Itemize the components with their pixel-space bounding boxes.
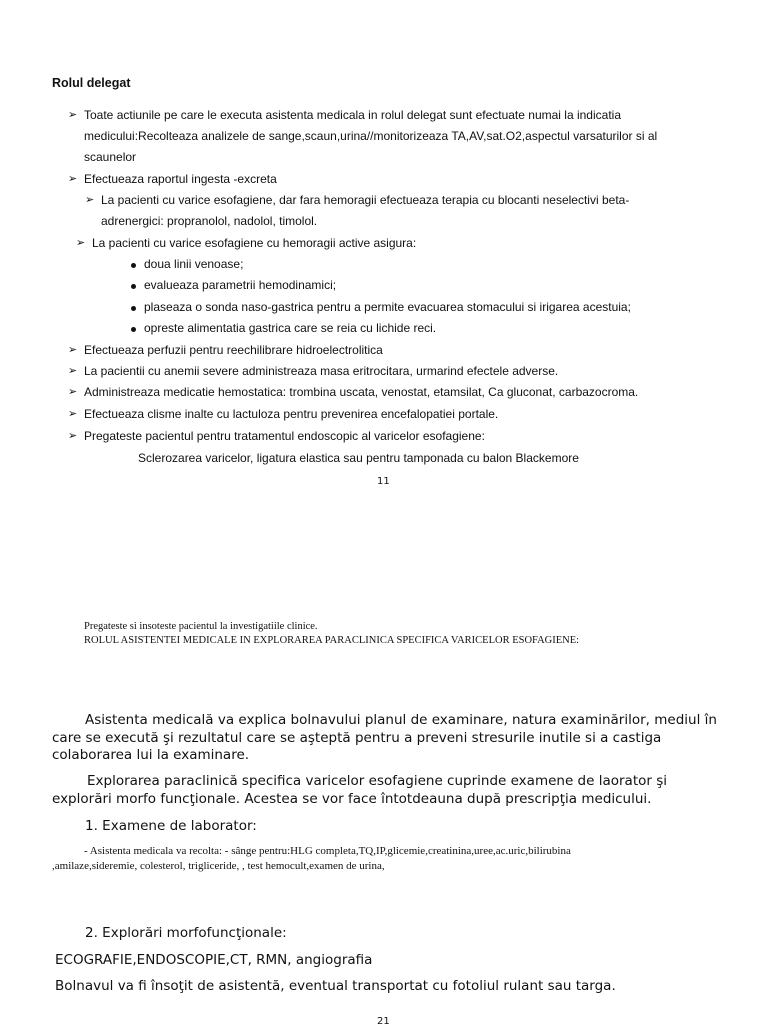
list-item-line: scaunelor — [84, 150, 137, 164]
arrow-bullet-icon: ➢ — [68, 408, 78, 420]
arrow-bullet-icon: ➢ — [68, 173, 78, 185]
list-item-line: adrenergici: propranolol, nadolol, timolol. — [101, 214, 318, 228]
paragraph: Asistenta medicală va explica bolnavului planul de examinare, natura examinărilor, mediul în care se execută şi rezultatul care se aşteptă pentru a preveni stresurile inutile si a castiga colaborarea lui la examinare. — [52, 712, 717, 763]
intro-line: Pregateste si insoteste pacientul la investigatiile clinice. — [84, 621, 318, 632]
round-bullet-icon — [131, 306, 136, 311]
round-bullet-icon — [131, 327, 136, 332]
morpho-heading: 2. Explorări morfofuncţionale: — [85, 925, 287, 941]
list-item-line: Administreaza medicatie hemostatica: trombina uscata, venostat, etamsilat, Ca gluconat, carbazocroma. — [84, 385, 639, 399]
section-title: ROLUL ASISTENTEI MEDICALE IN EXPLORAREA PARACLINICA SPECIFICA VARICELOR ESOFAGIENE: — [84, 635, 580, 646]
morpho-list: ECOGRAFIE,ENDOSCOPIE,CT, RMN, angiografia — [55, 952, 373, 968]
list-item-line: Efectueaza raportul ingesta -excreta — [84, 172, 277, 186]
bullet-item: evalueaza parametrii hemodinamici; — [144, 278, 337, 292]
list-item-line: medicului:Recolteaza analizele de sange,scaun,urina//monitorizeaza TA,AV,sat.O2,aspectul varsaturilor si al — [84, 129, 658, 143]
round-bullet-icon — [131, 263, 136, 268]
lab-line: - Asistenta medicala va recolta: - sânge pentru:HLG completa,TQ,IP,glicemie,creatinina,uree,ac.uric,bilirubina — [84, 845, 571, 857]
arrow-bullet-icon: ➢ — [85, 194, 95, 206]
list-item-line: La pacientii cu anemii severe administreaza masa eritrocitara, urmarind efectele adverse. — [84, 364, 559, 378]
section-heading: Rolul delegat — [52, 76, 131, 90]
arrow-bullet-icon: ➢ — [68, 386, 78, 398]
list-item-line: La pacienti cu varice esofagiene cu hemoragii active asigura: — [92, 236, 417, 250]
list-item-line: Efectueaza clisme inalte cu lactuloza pentru prevenirea encefalopatiei portale. — [84, 407, 499, 421]
arrow-bullet-icon: ➢ — [68, 109, 78, 121]
transport-line: Bolnavul va fi însoţit de asistentă, eventual transportat cu fotoliul rulant sau targa. — [55, 978, 616, 994]
round-bullet-icon — [131, 284, 136, 289]
list-item-line: Pregateste pacientul pentru tratamentul endoscopic al varicelor esofagiene: — [84, 429, 485, 443]
page-number: 21 — [377, 1016, 390, 1027]
list-item-line: Efectueaza perfuzii pentru reechilibrare hidroelectrolitica — [84, 343, 383, 357]
lab-heading: 1. Examene de laborator: — [85, 818, 257, 834]
bullet-item: opreste alimentatia gastrica care se reia cu lichide reci. — [144, 321, 437, 335]
paragraph: Explorarea paraclinică specifica varicelor esofagiene cuprinde examene de laorator şi explorări morfo funcţionale. Acestea se vor face întotdeauna după prescripţia medicului. — [52, 773, 668, 807]
closing-line: Sclerozarea varicelor, ligatura elastica sau pentru tamponada cu balon Blackemore — [138, 451, 579, 465]
bullet-item: plaseaza o sonda naso-gastrica pentru a permite evacuarea stomacului si irigarea acestuia; — [144, 300, 631, 314]
arrow-bullet-icon: ➢ — [76, 237, 86, 249]
page-number: 11 — [377, 476, 390, 487]
lab-line: ,amilaze,sideremie, colesterol, trigliceride, , test hemocult,examen de urina, — [52, 860, 385, 872]
bullet-item: doua linii venoase; — [144, 257, 244, 271]
arrow-bullet-icon: ➢ — [68, 430, 78, 442]
arrow-bullet-icon: ➢ — [68, 365, 78, 377]
list-item-line: La pacienti cu varice esofagiene, dar fara hemoragii efectueaza terapia cu blocanti neselectivi beta- — [101, 193, 630, 207]
list-item-line: Toate actiunile pe care le executa asistenta medicala in rolul delegat sunt efectuate numai la indicatia — [84, 108, 621, 122]
arrow-bullet-icon: ➢ — [68, 344, 78, 356]
